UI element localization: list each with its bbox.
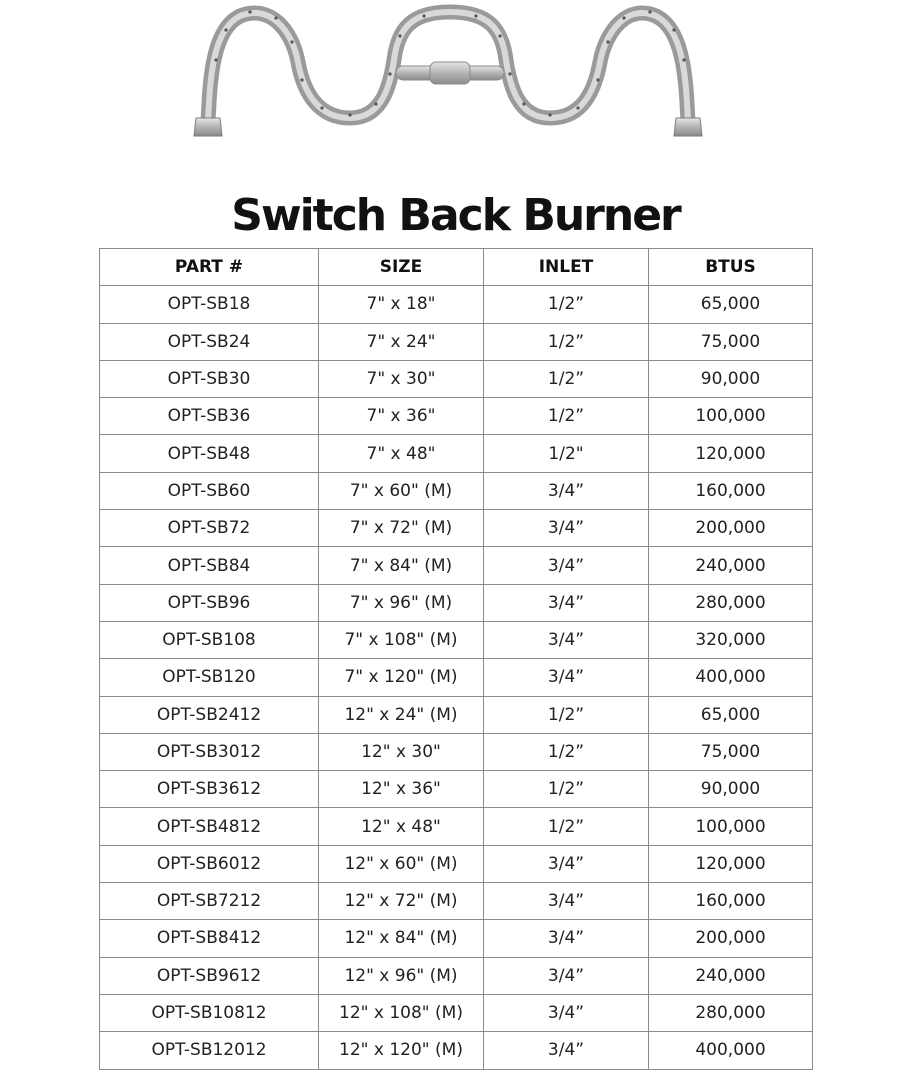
table-row <box>100 994 813 1031</box>
size-cell: 7" x 72" (M) <box>319 510 484 547</box>
part-number-cell: OPT-SB30 <box>100 360 319 397</box>
size-cell: 12" x 108" (M) <box>319 994 484 1031</box>
inlet-cell: 3/4” <box>484 472 649 509</box>
btus-cell: 200,000 <box>649 510 813 547</box>
part-number-cell: OPT-SB72 <box>100 510 319 547</box>
part-number-cell: OPT-SB84 <box>100 547 319 584</box>
part-number-cell: OPT-SB9612 <box>100 957 319 994</box>
inlet-cell: 3/4” <box>484 547 649 584</box>
table-row <box>100 771 813 808</box>
size-cell: 7" x 60" (M) <box>319 472 484 509</box>
size-cell: 12" x 24" (M) <box>319 696 484 733</box>
burner-spec-table <box>99 248 813 1070</box>
part-number-cell: OPT-SB10812 <box>100 994 319 1031</box>
part-number-cell: OPT-SB36 <box>100 398 319 435</box>
size-cell: 7" x 108" (M) <box>319 621 484 658</box>
btus-cell: 400,000 <box>649 659 813 696</box>
size-cell: 7" x 36" <box>319 398 484 435</box>
part-number-cell: OPT-SB7212 <box>100 883 319 920</box>
btus-cell: 200,000 <box>649 920 813 957</box>
btus-cell: 320,000 <box>649 621 813 658</box>
btus-cell: 120,000 <box>649 845 813 882</box>
table-row <box>100 659 813 696</box>
part-number-cell: OPT-SB2412 <box>100 696 319 733</box>
size-cell: 12" x 30" <box>319 733 484 770</box>
inlet-cell: 3/4” <box>484 957 649 994</box>
table-row <box>100 883 813 920</box>
table-row <box>100 696 813 733</box>
table-row <box>100 845 813 882</box>
inlet-cell: 3/4” <box>484 883 649 920</box>
part-number-cell: OPT-SB3012 <box>100 733 319 770</box>
part-number-cell: OPT-SB8412 <box>100 920 319 957</box>
table-row <box>100 435 813 472</box>
btus-cell: 65,000 <box>649 286 813 323</box>
btus-cell: 160,000 <box>649 472 813 509</box>
part-number-cell: OPT-SB6012 <box>100 845 319 882</box>
size-cell: 12" x 36" <box>319 771 484 808</box>
size-cell: 7" x 18" <box>319 286 484 323</box>
inlet-cell: 1/2” <box>484 360 649 397</box>
table-header-row <box>100 249 813 286</box>
part-number-cell: OPT-SB18 <box>100 286 319 323</box>
table-row <box>100 472 813 509</box>
table-row <box>100 510 813 547</box>
size-cell: 12" x 48" <box>319 808 484 845</box>
part-number-cell: OPT-SB12012 <box>100 1032 319 1069</box>
table-row <box>100 584 813 621</box>
size-cell: 7" x 30" <box>319 360 484 397</box>
switch-back-burner-icon <box>190 0 705 145</box>
inlet-cell: 3/4” <box>484 659 649 696</box>
inlet-cell: 1/2” <box>484 771 649 808</box>
header-btus: BTUS <box>649 249 813 286</box>
inlet-cell: 1/2” <box>484 808 649 845</box>
size-cell: 7" x 120" (M) <box>319 659 484 696</box>
header-size: SIZE <box>319 249 484 286</box>
part-number-cell: OPT-SB60 <box>100 472 319 509</box>
table-row <box>100 920 813 957</box>
size-cell: 7" x 96" (M) <box>319 584 484 621</box>
part-number-cell: OPT-SB120 <box>100 659 319 696</box>
btus-cell: 120,000 <box>649 435 813 472</box>
btus-cell: 90,000 <box>649 771 813 808</box>
table-row <box>100 808 813 845</box>
inlet-cell: 1/2” <box>484 286 649 323</box>
size-cell: 7" x 24" <box>319 323 484 360</box>
part-number-cell: OPT-SB48 <box>100 435 319 472</box>
size-cell: 12" x 96" (M) <box>319 957 484 994</box>
header-inlet: INLET <box>484 249 649 286</box>
table-row <box>100 621 813 658</box>
table-row <box>100 957 813 994</box>
btus-cell: 240,000 <box>649 957 813 994</box>
size-cell: 12" x 84" (M) <box>319 920 484 957</box>
btus-cell: 240,000 <box>649 547 813 584</box>
btus-cell: 280,000 <box>649 584 813 621</box>
size-cell: 12" x 120" (M) <box>319 1032 484 1069</box>
table-row <box>100 398 813 435</box>
size-cell: 7" x 84" (M) <box>319 547 484 584</box>
part-number-cell: OPT-SB3612 <box>100 771 319 808</box>
size-cell: 12" x 72" (M) <box>319 883 484 920</box>
part-number-cell: OPT-SB108 <box>100 621 319 658</box>
btus-cell: 100,000 <box>649 808 813 845</box>
btus-cell: 90,000 <box>649 360 813 397</box>
inlet-cell: 3/4” <box>484 994 649 1031</box>
table-row <box>100 733 813 770</box>
part-number-cell: OPT-SB96 <box>100 584 319 621</box>
btus-cell: 400,000 <box>649 1032 813 1069</box>
inlet-cell: 3/4” <box>484 621 649 658</box>
page-title: Switch Back Burner <box>231 190 680 241</box>
table-row <box>100 547 813 584</box>
inlet-cell: 1/2” <box>484 323 649 360</box>
btus-cell: 65,000 <box>649 696 813 733</box>
inlet-cell: 1/2” <box>484 398 649 435</box>
btus-cell: 280,000 <box>649 994 813 1031</box>
size-cell: 12" x 60" (M) <box>319 845 484 882</box>
inlet-cell: 1/2" <box>484 435 649 472</box>
inlet-cell: 3/4” <box>484 510 649 547</box>
btus-cell: 100,000 <box>649 398 813 435</box>
btus-cell: 160,000 <box>649 883 813 920</box>
inlet-cell: 3/4” <box>484 845 649 882</box>
inlet-cell: 3/4” <box>484 920 649 957</box>
inlet-cell: 3/4” <box>484 584 649 621</box>
table-row <box>100 286 813 323</box>
btus-cell: 75,000 <box>649 733 813 770</box>
table-row <box>100 1032 813 1069</box>
inlet-cell: 1/2” <box>484 733 649 770</box>
part-number-cell: OPT-SB24 <box>100 323 319 360</box>
header-part-number: PART # <box>100 249 319 286</box>
btus-cell: 75,000 <box>649 323 813 360</box>
table-row <box>100 323 813 360</box>
part-number-cell: OPT-SB4812 <box>100 808 319 845</box>
table-row <box>100 360 813 397</box>
inlet-cell: 3/4” <box>484 1032 649 1069</box>
size-cell: 7" x 48" <box>319 435 484 472</box>
inlet-cell: 1/2” <box>484 696 649 733</box>
